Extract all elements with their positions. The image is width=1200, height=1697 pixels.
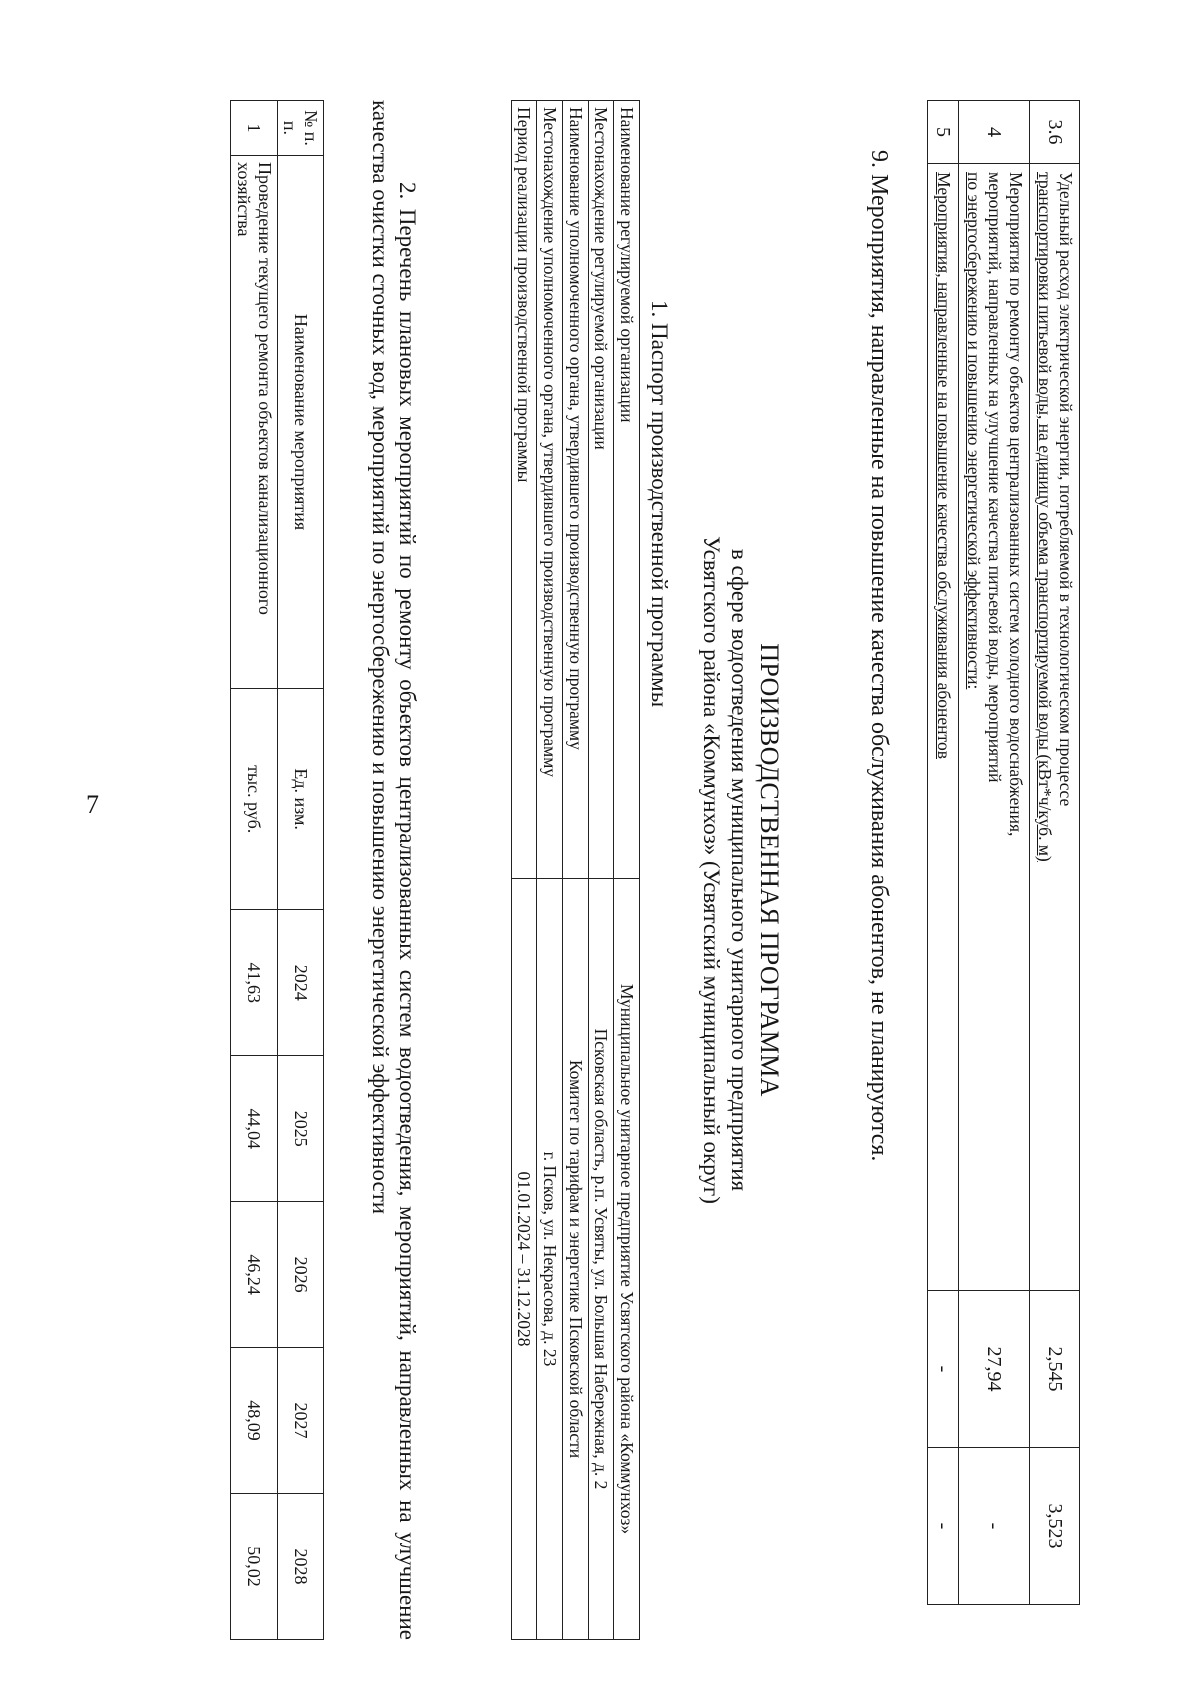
year-value: 48,09: [231, 1348, 277, 1494]
top-table: [927, 100, 1080, 1605]
section-1-heading: 1. Паспорт производственной программы: [647, 300, 672, 708]
header-year: 2027: [277, 1348, 323, 1494]
value-cell: -: [927, 1291, 958, 1448]
table-row: [231, 101, 277, 1640]
passport-value: 01.01.2024 – 31.12.2028: [511, 879, 537, 1640]
passport-value: Псковская область, р.п. Усвяты, ул. Большая Набережная, д. 2: [588, 879, 614, 1640]
table-row: [588, 101, 614, 1640]
description-line: по энергосбережению и повышению энергетической эффективности:: [963, 172, 984, 690]
table-row: [563, 101, 589, 1640]
description-line: Мероприятия по ремонту объектов централизованных систем холодного водоснабжения,: [1006, 172, 1027, 837]
table-header-row: [277, 101, 323, 1640]
passport-table: [511, 100, 640, 1640]
measure-unit: тыс. руб.: [231, 689, 277, 910]
passport-value: г. Псков, ул. Некрасова, д. 23: [537, 879, 563, 1640]
passport-key: Наименование уполномоченного органа, утвердившего производственную программу: [563, 101, 589, 879]
header-unit: Ед. изм.: [277, 689, 323, 910]
year-value: 50,02: [231, 1494, 277, 1640]
value-cell: 27,94: [959, 1291, 1030, 1448]
header-name: Наименование мероприятия: [277, 156, 323, 689]
passport-key: Период реализации производственной программы: [511, 101, 537, 879]
year-value: 46,24: [231, 1202, 277, 1348]
program-title-main: ПРОИЗВОДСТВЕННАЯ ПРОГРАММА: [755, 643, 784, 1097]
passport-key: Местонахождение уполномоченного органа, утвердившего производственную программу: [537, 101, 563, 879]
value-cell: -: [959, 1448, 1030, 1605]
row-number: 4: [959, 101, 1030, 164]
year-value: 41,63: [231, 910, 277, 1056]
rotated-content: [140, 100, 1080, 1640]
value-cell: 2,545: [1030, 1291, 1080, 1448]
value-cell: 3,523: [1030, 1448, 1080, 1605]
program-title: [697, 100, 785, 1640]
header-year: 2026: [277, 1202, 323, 1348]
value-cell: -: [927, 1448, 958, 1605]
row-description: [927, 164, 958, 1291]
description-line: Мероприятия, направленные на повышение качества обслуживания абонентов: [933, 172, 954, 759]
description-line: Удельный расход электрической энергии, потребляемой в технологическом процессе: [1056, 172, 1076, 807]
header-year: 2024: [277, 910, 323, 1056]
row-number: 5: [927, 101, 958, 164]
passport-key: Местонахождение регулируемой организации: [588, 101, 614, 879]
description-line: транспортировки питьевой воды, на единицу объема транспортируемой воды (кВт*ч/куб. м): [1034, 172, 1055, 862]
measure-name: Проведение текущего ремонта объектов канализационного хозяйства: [231, 156, 277, 689]
program-title-line: в сфере водоотведения муниципального унитарного предприятия: [727, 548, 753, 1192]
table-row: [537, 101, 563, 1640]
row-description: [1030, 164, 1080, 1291]
header-num: № п. п.: [277, 101, 323, 156]
section-9-text: 9. Мероприятия, направленные на повышение качества обслуживания абонентов, не планируются.: [866, 150, 892, 1162]
table-row: [1030, 101, 1080, 1605]
measures-table: [230, 100, 324, 1640]
section-2-heading: 2. Перечень плановых мероприятий по ремонту объектов централизованных систем водоотведения, мероприятий, направленных на улучшение качества очистки сточных вод, мероприятий по энергосбережению и повышению энергетической эффективности: [368, 100, 420, 1640]
passport-value: Муниципальное унитарное предприятие Усвятского района «Коммунхоз»: [614, 879, 640, 1640]
passport-key: Наименование регулируемой организации: [614, 101, 640, 879]
passport-value: Комитет по тарифам и энергетике Псковской области: [563, 879, 589, 1640]
row-number: 1: [231, 101, 277, 156]
table-row: [511, 101, 537, 1640]
header-year: 2028: [277, 1494, 323, 1640]
row-description: [959, 164, 1030, 1291]
table-row: [927, 101, 958, 1605]
header-year: 2025: [277, 1056, 323, 1202]
year-value: 44,04: [231, 1056, 277, 1202]
program-title-line: Усвятского района «Коммунхоз» (Усвятский муниципальный округ): [699, 536, 725, 1204]
description-line: мероприятий, направленных на улучшение качества питьевой воды, мероприятий: [984, 172, 1005, 783]
page-number: 7: [86, 790, 99, 819]
table-row: [959, 101, 1030, 1605]
table-row: [614, 101, 640, 1640]
row-number: 3.6: [1030, 101, 1080, 164]
